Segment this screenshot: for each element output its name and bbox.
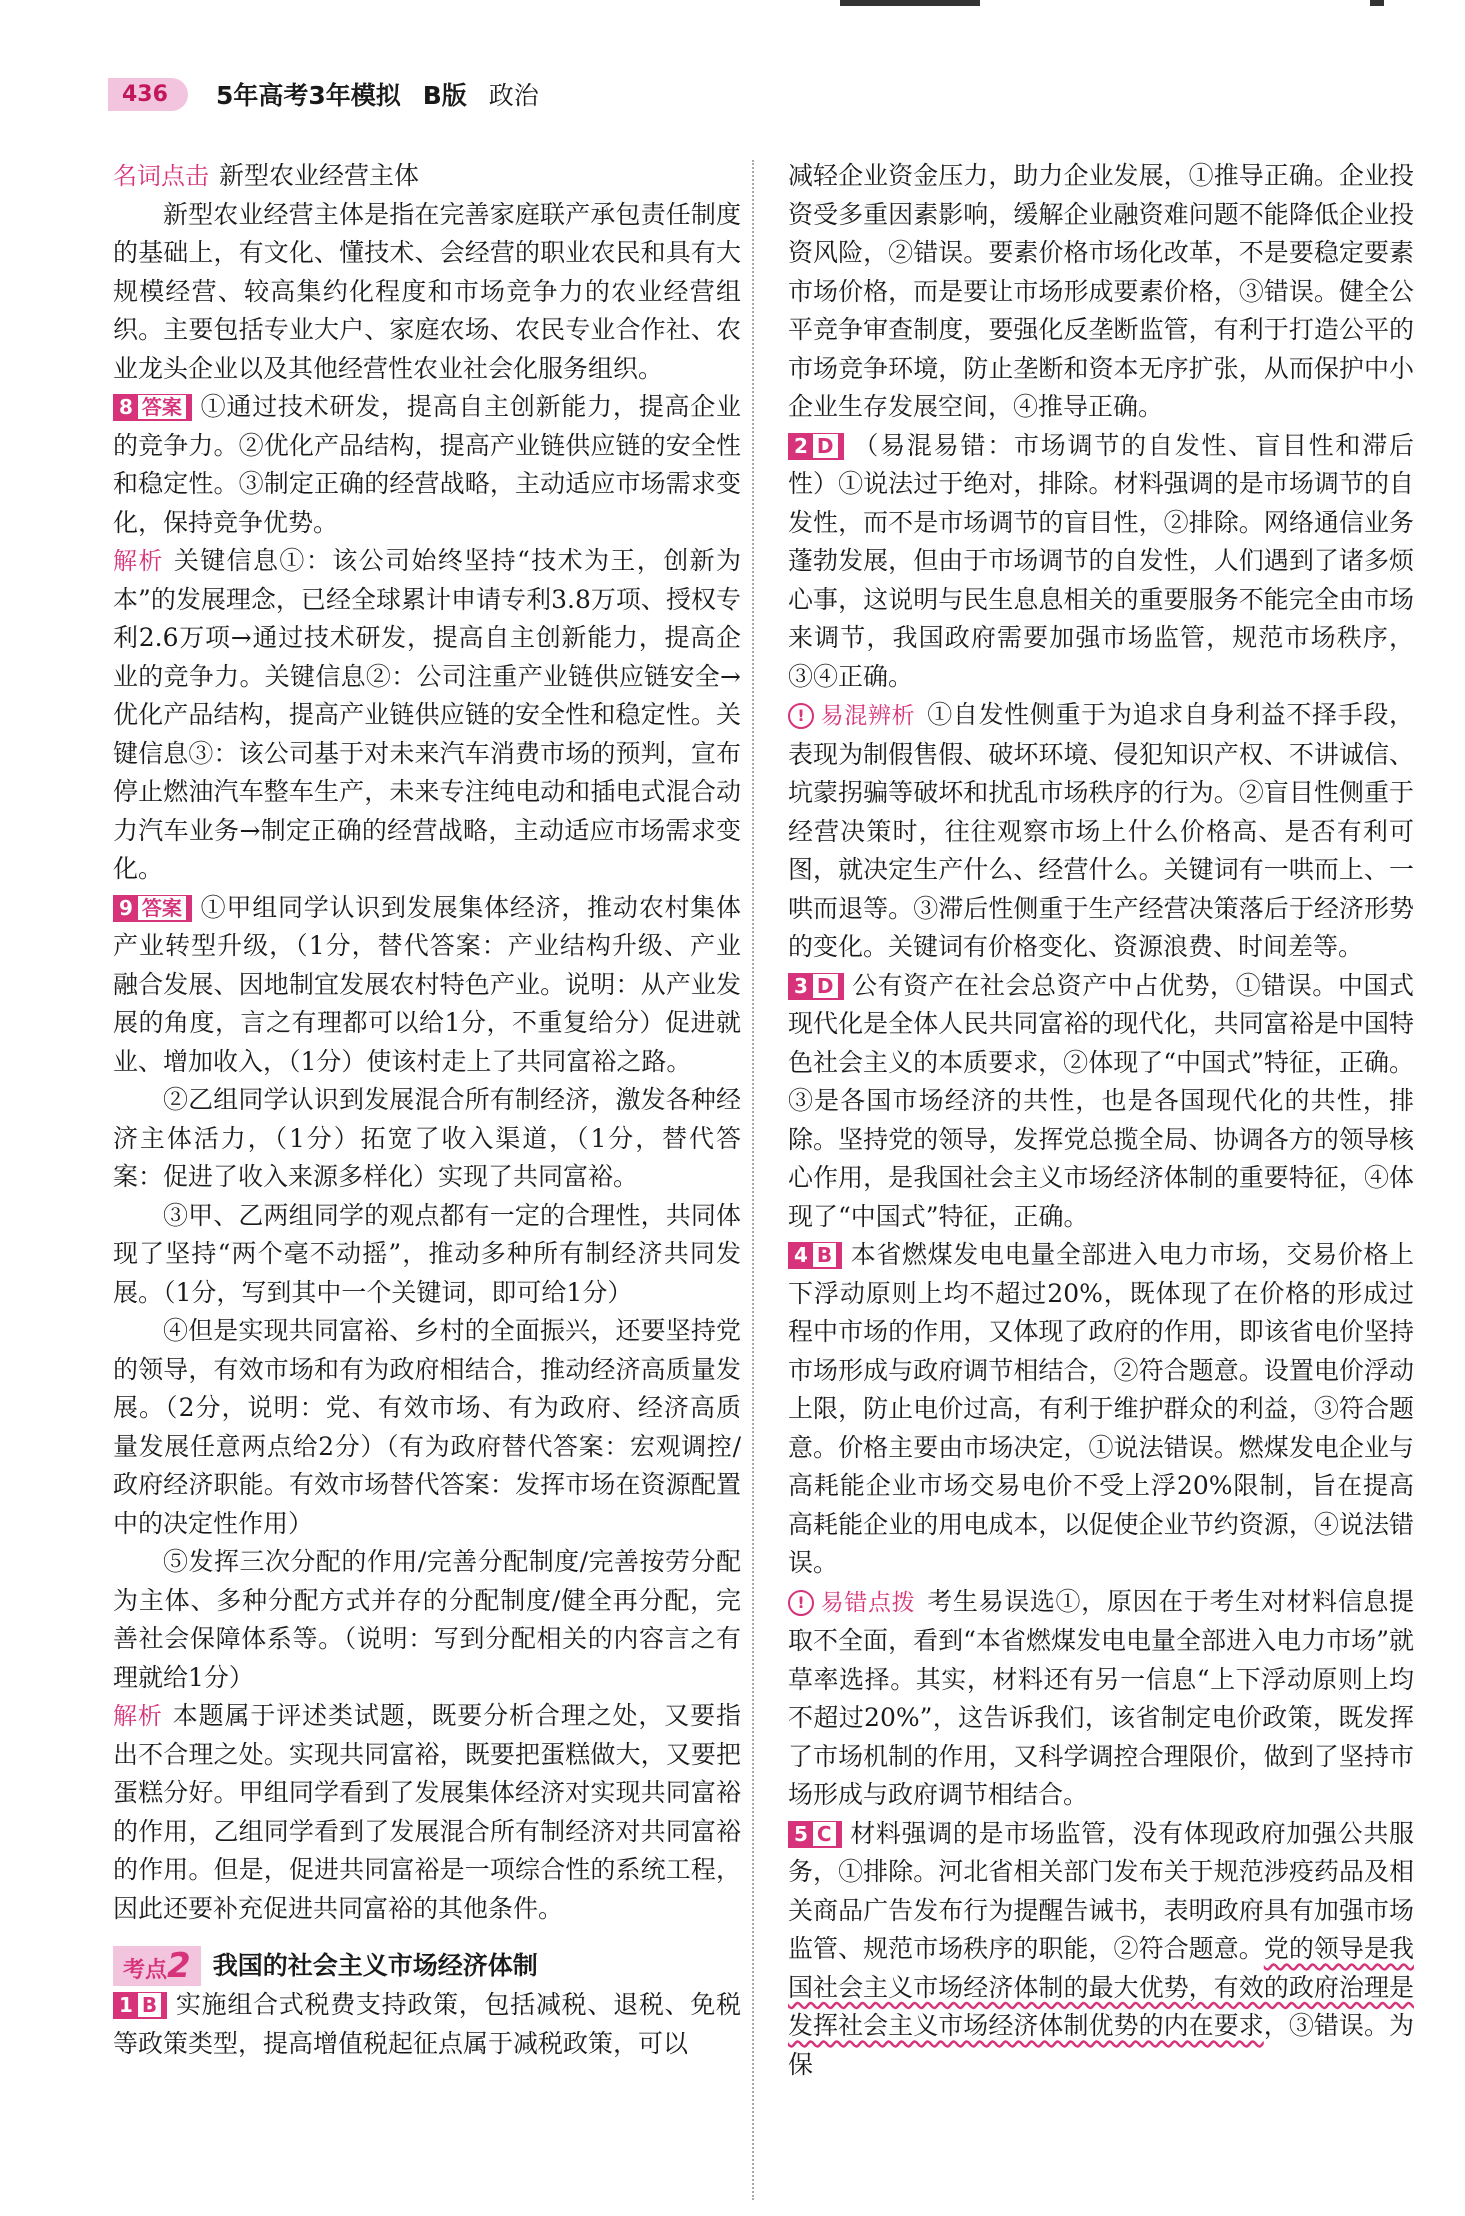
section-number: 2 bbox=[167, 1946, 191, 1986]
q5-choice: C bbox=[813, 1822, 836, 1846]
answer-label: 答案 bbox=[138, 896, 186, 920]
page-number: 436 bbox=[108, 78, 188, 111]
warn2-label-text: 易错点拨 bbox=[820, 1589, 916, 1616]
q4-choice: B bbox=[813, 1243, 836, 1267]
term-body: 新型农业经营主体是指在完善家庭联产承包责任制度的基础上，有文化、懂技术、会经营的职业农民和具有大规模经营、较高集约化程度和市场竞争力的农业经营组织。主要包括专业大户、家庭农场、农民专业合作社、农业龙头企业以及其他经营性农业社会化服务组织。 bbox=[113, 199, 741, 383]
answer-badge bbox=[788, 1242, 842, 1269]
q3-number: 3 bbox=[794, 973, 808, 998]
page-header bbox=[108, 72, 539, 116]
section-label: 考点 bbox=[123, 1958, 168, 1983]
section-heading bbox=[113, 1946, 741, 1986]
q5-answer bbox=[788, 1815, 1414, 2085]
q2-text: （易混易错：市场调节的自发性、盲目性和滞后性）①说法过于绝对，排除。材料强调的是市场调节的自发性，而不是市场调节的盲目性，②排除。网络通信业务蓬勃发展，但由于市场调节的自发性，人们遇到了诸多烦心事，这说明与民生息息相关的重要服务不能完全由市场来调节，我国政府需要加强市场监管，规范市场秩序，③④正确。 bbox=[788, 430, 1414, 691]
q5-text-a: 材料强调的是市场监管，没有体现政府加强公共服务，①排除。河北省相关部门发布关于规范涉疫药品及相关商品广告发布行为提醒告诫书，表明政府具有加强市场监管、规范市场秩序的职能，②符合题意。 bbox=[788, 1818, 1414, 1963]
q8-answer-text: ①通过技术研发，提高自主创新能力，提高企业的竞争力。②优化产品结构，提高产业链供应链的安全性和稳定性。③制定正确的经营战略，主动适应市场需求变化，保持竞争优势。 bbox=[113, 392, 741, 537]
answer-label: 答案 bbox=[138, 395, 186, 419]
answer-badge bbox=[113, 1992, 167, 2019]
s1-answer bbox=[113, 1986, 741, 2063]
answer-badge bbox=[788, 433, 844, 460]
s1-continuation: 减轻企业资金压力，助力企业发展，①推导正确。企业投资受多重因素影响，缓解企业融资难问题不能降低企业投资风险，②错误。要素价格市场化改革，不是要稳定要素市场价格，而是要让市场形成要素价格，③错误。健全公平竞争审查制度，要强化反垄断监管，有利于打造公平的市场竞争环境，防止垄断和资本无序扩张，从而保护中小企业生存发展空间，④推导正确。 bbox=[788, 161, 1414, 421]
term-heading bbox=[113, 157, 741, 196]
q9-number: 9 bbox=[119, 895, 133, 920]
q5-text-underlined: 党的领导是我国社会主义市场经济体制的最大优势，有效的政府治理是发挥社会主义市场经济体制优势的内在要求 bbox=[788, 1934, 1414, 2040]
warn-confusion-label bbox=[788, 703, 915, 729]
q5-text-c: ，③错误。为保 bbox=[788, 2011, 1414, 2079]
top-edge-mark bbox=[1370, 0, 1384, 6]
analysis-label: 解析 bbox=[113, 1702, 163, 1730]
q8-answer bbox=[113, 388, 741, 542]
s1-choice: B bbox=[138, 1993, 161, 2017]
analysis-label: 解析 bbox=[113, 547, 164, 575]
q9-answer bbox=[113, 889, 741, 1082]
q8-analysis-text: 关键信息①：该公司始终坚持“技术为王，创新为本”的发展理念，已经全球累计申请专利3.8万项、授权专利2.6万项→通过技术研发，提高自主创新能力，提高企业的竞争力。关键信息②：公司注重产业链供应链安全→优化产品结构，提高产业链供应链的安全性和稳定性。关键信息③：该公司基于对未来汽车消费市场的预判，宣布停止燃油汽车整车生产，未来专注纯电动和插电式混合动力汽车业务→制定正确的经营战略，主动适应市场需求变化。 bbox=[113, 546, 741, 883]
s1-number: 1 bbox=[119, 1993, 133, 2017]
q9-point-5: ⑤发挥三次分配的作用/完善分配制度/完善按劳分配为主体、多种分配方式并存的分配制度/健全再分配，完善社会保障体系等。（说明：写到分配相关的内容言之有理就给1分） bbox=[113, 1547, 741, 1692]
book-title: 5年高考3年模拟 bbox=[215, 81, 401, 110]
book-edition: B版 bbox=[422, 81, 467, 110]
warn2-text: 考生易误选①，原因在于考生对材料信息提取不全面，看到“本省燃煤发电电量全部进入电力市场”就草率选择。其实，材料还有另一信息“上下浮动原则上均不超过20%”，这告诉我们，该省制定电价政策，既发挥了市场机制的作用，又科学调控合理限价，做到了坚持市场形成与政府调节相结合。 bbox=[788, 1586, 1414, 1809]
q4-text: 本省燃煤发电电量全部进入电力市场，交易价格上下浮动原则上均不超过20%，既体现了在价格的形成过程中市场的作用，又体现了政府的作用，即该省电价坚持市场形成与政府调节相结合，②符合题意。设置电价浮动上限，防止电价过高，有利于维护群众的利益，③符合题意。价格主要由市场决定，①说法错误。燃煤发电企业与高耗能企业市场交易电价不受上浮20%限制，旨在提高高耗能企业的用电成本，以促使企业节约资源，④说法错误。 bbox=[788, 1240, 1414, 1577]
q9-point-3: ③甲、乙两组同学的观点都有一定的合理性，共同体现了坚持“两个毫不动摇”，推动多种所有制经济共同发展。（1分，写到其中一个关键词，即可给1分） bbox=[113, 1200, 741, 1307]
q8-number: 8 bbox=[119, 395, 133, 419]
answer-badge bbox=[113, 394, 192, 421]
section-title: 我国的社会主义市场经济体制 bbox=[212, 1950, 538, 1980]
q2-number: 2 bbox=[794, 433, 808, 458]
term-title: 新型农业经营主体 bbox=[219, 161, 420, 190]
q5-number: 5 bbox=[794, 1821, 808, 1846]
subject-label: 政治 bbox=[488, 81, 539, 110]
q9-point-2: ②乙组同学认识到发展混合所有制经济，激发各种经济主体活力，（1分）拓宽了收入渠道，（1分，替代答案：促进了收入来源多样化）实现了共同富裕。 bbox=[113, 1085, 741, 1191]
q9-analysis bbox=[113, 1697, 741, 1928]
column-divider bbox=[752, 160, 754, 2200]
top-edge-mark bbox=[840, 0, 980, 6]
warn1-text: ①自发性侧重于为追求自身利益不择手段，表现为制假售假、破坏环境、侵犯知识产权、不讲诚信、坑蒙拐骗等破坏和扰乱市场秩序的行为。②盲目性侧重于经营决策时，往往观察市场上什么价格高、是否有利可图，就决定生产什么、经营什么。关键词有一哄而上、一哄而退等。③滞后性侧重于生产经营决策落后于经济形势的变化。关键词有价格变化、资源浪费、时间差等。 bbox=[788, 700, 1414, 961]
q9-analysis-text: 本题属于评述类试题，既要分析合理之处，又要指出不合理之处。实现共同富裕，既要把蛋糕做大，又要把蛋糕分好。甲组同学看到了发展集体经济对实现共同富裕的作用，乙组同学看到了发展混合所有制经济对共同富裕的作用。但是，促进共同富裕是一项综合性的系统工程，因此还要补充促进共同富裕的其他条件。 bbox=[113, 1701, 741, 1923]
answer-badge bbox=[788, 973, 844, 1000]
warn-confusion-note bbox=[788, 696, 1414, 967]
q2-answer bbox=[788, 427, 1414, 697]
q9-point-1: ①甲组同学认识到发展集体经济，推动农村集体产业转型升级，（1分，替代答案：产业结构升级、产业融合发展、因地制宜发展农村特色产业。说明：从产业发展的角度，言之有理都可以给1分，不重复给分）促进就业、增加收入，（1分）使该村走上了共同富裕之路。 bbox=[113, 892, 741, 1076]
left-column bbox=[113, 157, 741, 2063]
q8-analysis bbox=[113, 542, 741, 889]
term-label: 名词点击 bbox=[113, 162, 209, 190]
right-column bbox=[788, 157, 1414, 2084]
s1-text: 实施组合式税费支持政策，包括减税、退税、免税等政策类型，提高增值税起征点属于减税政策，可以 bbox=[113, 1990, 741, 2058]
section-badge bbox=[113, 1946, 201, 1986]
q3-choice: D bbox=[813, 974, 838, 998]
exclamation-icon: ! bbox=[788, 703, 814, 729]
warn1-label-text: 易混辨析 bbox=[820, 703, 916, 729]
answer-badge bbox=[788, 1821, 842, 1848]
q2-choice: D bbox=[813, 434, 838, 458]
q4-number: 4 bbox=[794, 1243, 808, 1267]
q9-point-4: ④但是实现共同富裕、乡村的全面振兴，还要坚持党的领导，有效市场和有为政府相结合，推动经济高质量发展。（2分，说明：党、有效市场、有为政府、经济高质量发展任意两点给2分）（有为政府替代答案：宏观调控/政府经济职能。有效市场替代答案：发挥市场在资源配置中的决定性作用） bbox=[113, 1316, 741, 1538]
q3-answer bbox=[788, 967, 1414, 1237]
exclamation-icon: ! bbox=[788, 1590, 814, 1616]
warn-error-label bbox=[788, 1590, 915, 1616]
q3-text: 公有资产在社会总资产中占优势，①错误。中国式现代化是全体人民共同富裕的现代化，共同富裕是中国特色社会主义的本质要求，②体现了“中国式”特征，正确。③是各国市场经济的共性，也是各国现代化的共性，排除。坚持党的领导，发挥党总揽全局、协调各方的领导核心作用，是我国社会主义市场经济体制的重要特征，④体现了“中国式”特征，正确。 bbox=[788, 970, 1414, 1231]
answer-badge bbox=[113, 895, 192, 922]
q4-answer bbox=[788, 1236, 1414, 1583]
warn-error-note bbox=[788, 1583, 1414, 1815]
